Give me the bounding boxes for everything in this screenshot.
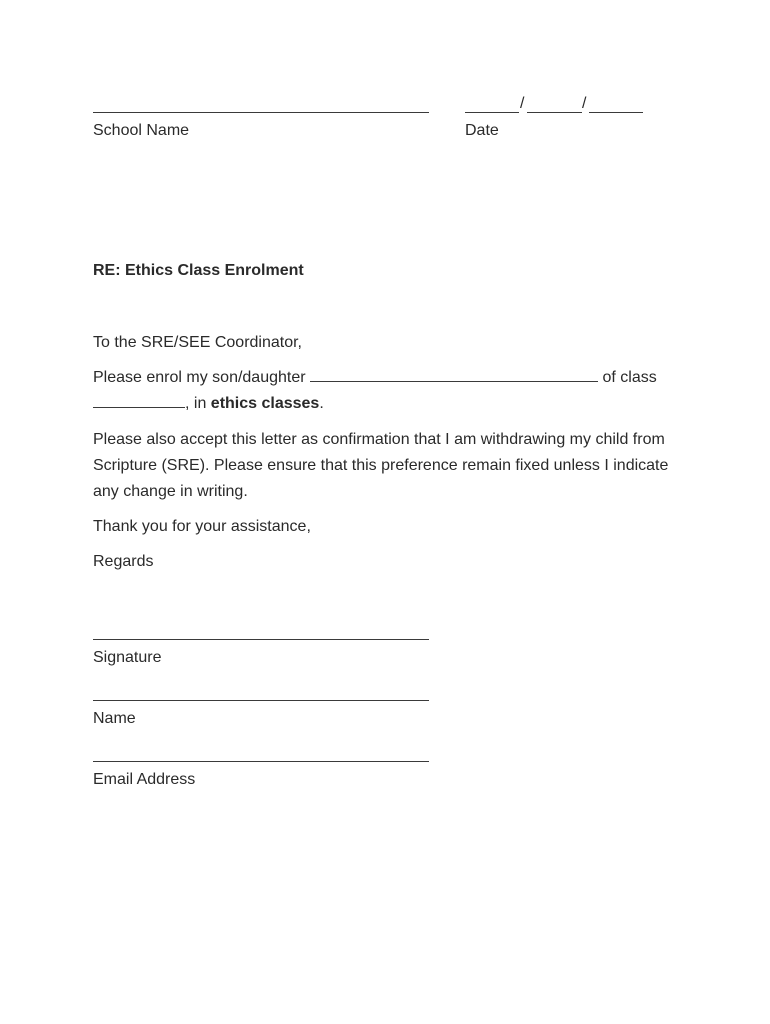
date-label: Date <box>465 122 499 139</box>
subject-line: RE: Ethics Class Enrolment <box>93 262 304 279</box>
enrol-paragraph <box>93 365 693 417</box>
date-day-line[interactable] <box>465 112 519 113</box>
confirmation-paragraph: Please also accept this letter as confirmation that I am withdrawing my child from Scripture (SRE). Please ensure that this preference remain fixed unless I indicate any change in writing. <box>93 431 669 500</box>
signature-line[interactable] <box>93 639 429 640</box>
thanks-line: Thank you for your assistance, <box>93 518 311 535</box>
enrol-prefix: Please enrol my son/daughter <box>93 369 306 386</box>
enrol-middle: of class <box>602 369 657 386</box>
date-month-line[interactable] <box>527 112 582 113</box>
signature-label: Signature <box>93 649 162 666</box>
school-name-line[interactable] <box>93 112 429 113</box>
email-address-label: Email Address <box>93 771 196 788</box>
date-year-line[interactable] <box>589 112 643 113</box>
class-blank[interactable] <box>93 393 185 408</box>
enrol-emphasis: ethics classes <box>210 395 320 412</box>
name-label: Name <box>93 710 136 727</box>
enrol-suffix: . <box>319 395 324 412</box>
child-name-blank[interactable] <box>310 367 598 382</box>
enrol-comma-in: , in <box>185 395 207 412</box>
closing-regards: Regards <box>93 553 154 570</box>
name-line[interactable] <box>93 700 429 701</box>
date-separator-1: / <box>520 95 525 112</box>
date-separator-2: / <box>582 95 587 112</box>
salutation: To the SRE/SEE Coordinator, <box>93 334 302 351</box>
school-name-label: School Name <box>93 122 190 139</box>
email-line[interactable] <box>93 761 429 762</box>
